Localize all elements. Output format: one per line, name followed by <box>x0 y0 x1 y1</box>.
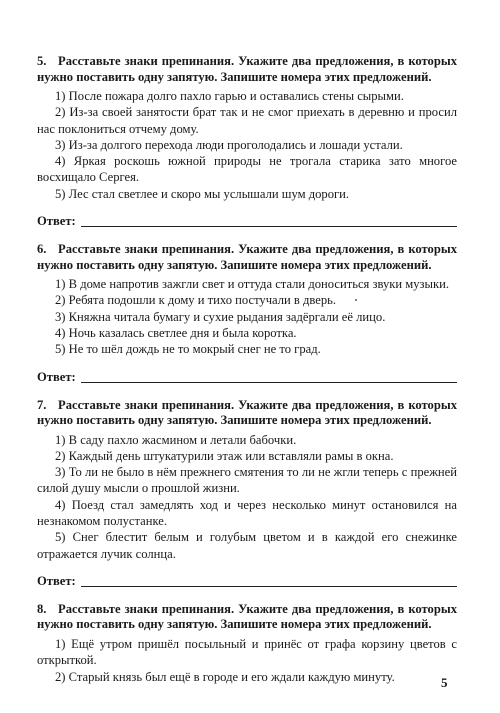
sentence-item: 4) Ночь казалась светлее дня и была коротка. <box>55 325 297 340</box>
task-5 <box>37 54 457 229</box>
sentence-item: 4) Яркая роскошь южной природы не трогала старика зато многое восхищало Сергея. <box>37 154 457 185</box>
answer-label: Ответ: <box>37 573 76 588</box>
sentence-list <box>37 636 457 685</box>
task-number: 6. <box>37 242 47 257</box>
sentence-item: 2) Каждый день штукатурили этаж или вставляли рамы в окна. <box>55 448 394 463</box>
sentence-list <box>37 276 457 357</box>
sentence-item: 5) Снег блестит белым и голубым цветом и в каждой его снежинке отражается лучик солнца. <box>37 530 457 561</box>
task-8 <box>37 602 457 685</box>
task-number: 7. <box>37 397 47 412</box>
answer-label: Ответ: <box>37 214 76 229</box>
task-number: 8. <box>37 601 47 616</box>
answer-row <box>37 573 457 589</box>
sentence-item: 2) Старый князь был ещё в городе и его ждали каждую минуту. <box>55 669 395 684</box>
task-instruction: Расставьте знаки препинания. Укажите два предложения, в которых нужно поставить одну запятую. Запишите номера этих предложений. <box>37 601 457 632</box>
task-instruction: Расставьте знаки препинания. Укажите два предложения, в которых нужно поставить одну запятую. Запишите номера этих предложений. <box>37 54 457 84</box>
sentence-item: 1) В саду пахло жасмином и летали бабочки. <box>55 432 297 447</box>
task-heading <box>37 54 457 85</box>
sentence-item: 5) Лес стал светлее и скоро мы услышали шум дороги. <box>55 186 350 201</box>
task-heading <box>37 398 457 429</box>
task-7 <box>37 398 457 589</box>
answer-label: Ответ: <box>37 369 76 384</box>
sentence-item: 1) В доме напротив зажгли свет и оттуда стали доноситься звуки музыки. <box>55 277 449 292</box>
sentence-item: 2) Из-за своей занятости брат так и не смог приехать в деревню и просил нас поклониться отчему дому. <box>37 105 457 136</box>
task-heading <box>37 242 457 273</box>
task-6 <box>37 242 457 384</box>
task-instruction: Расставьте знаки препинания. Укажите два предложения, в которых нужно поставить одну запятую. Запишите номера этих предложений. <box>37 397 457 428</box>
answer-line[interactable] <box>81 226 457 227</box>
task-instruction: Расставьте знаки препинания. Укажите два предложения, в которых нужно поставить одну запятую. Запишите номера этих предложений. <box>37 242 457 272</box>
task-number: 5. <box>37 54 47 68</box>
sentence-item: 5) Не то шёл дождь не то мокрый снег не то град. <box>55 342 321 357</box>
sentence-item: 4) Поезд стал замедлять ход и через несколько минут остановился на незнакомом полустанке. <box>37 497 457 529</box>
worksheet-page <box>37 54 457 685</box>
sentence-item: 1) После пожара долго пахло гарью и оставались стены сырыми. <box>55 89 404 103</box>
sentence-item: 3) То ли не было в нём прежнего смятения то ли не жгли теперь с прежней силой душу мысли о прошлой жизни. <box>37 465 457 496</box>
sentence-item: 3) Княжна читала бумагу и сухие рыдания задёргали её лицо. <box>55 309 386 324</box>
print-speck <box>355 299 357 301</box>
sentence-item: 2) Ребята подошли к дому и тихо постучали в дверь. <box>55 293 337 308</box>
sentence-list <box>37 432 457 562</box>
sentence-item: 1) Ещё утром пришёл посыльный и принёс от графа корзину цветов с открыткой. <box>37 636 457 668</box>
task-heading <box>37 602 457 633</box>
answer-line[interactable] <box>81 382 457 383</box>
sentence-list <box>37 88 457 202</box>
answer-row <box>37 213 457 229</box>
page-number: 5 <box>441 675 448 690</box>
answer-row <box>37 369 457 385</box>
sentence-item: 3) Из-за долгого перехода люди проголодались и лошади устали. <box>55 137 403 152</box>
answer-line[interactable] <box>81 586 457 587</box>
